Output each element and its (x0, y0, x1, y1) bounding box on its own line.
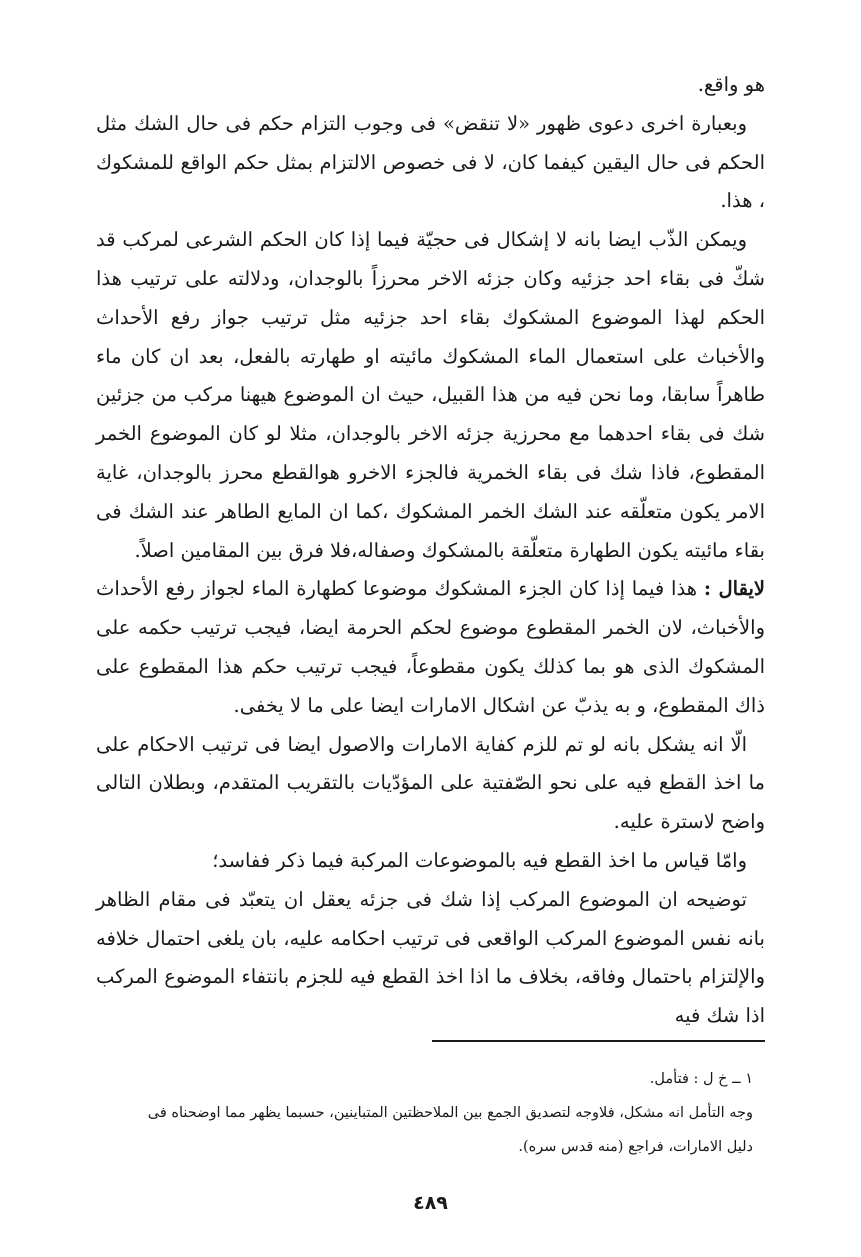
paragraph (96, 842, 765, 881)
paragraph (96, 570, 765, 725)
paragraph-text: ويمكن الذّب ايضا بانه لا إشكال فى حجيّة فيما إذا كان الحكم الشرعى لمركب قد شكّ فى بقاء احد جزئيه وكان جزئه الاخر محرزاً بالوجدان، ودلالته على ترتيب هذا الحكم لهذا الموضوع المشكوك بقاء احد جزئيه مثل ترتيب جواز رفع الأحداث والأخباث على استعمال الماء المشكوك مائيته او طهارته بالفعل، بعد ان كان ماء طاهراً سابقا، وما نحن فيه من هذا القبيل، حيث ان الموضوع هيهنا مركب من جزئين شك فى بقاء احدهما مع محرزية جزئه الاخر بالوجدان، مثلا لو كان الموضوع الخمر المقطوع، فاذا شك فى بقاء الخمرية فالجزء الاخرو هوالقطع محرز بالوجدان، غاية الامر يكون متعلّقه عند الشك الخمر المشكوك ،كما ان المايع الطاهر عند الشك فى بقاء مائيته يكون الطهارة متعلّقة بالمشكوك وصفاله،فلا فرق بين المقامين اصلاً. (96, 228, 765, 562)
paragraph-text: توضيحه ان الموضوع المركب إذا شك فى جزئه يعقل ان يتعبّد فى مقام الظاهر بانه نفس الموضوع المركب الواقعى فى ترتيب احكامه عليه، بان يلغى احتمال خلافه والإلتزام باحتمال وفاقه، بخلاف ما اذا اخذ القطع فيه للجزم بانتفاء الموضوع المركب اذا شك فيه (96, 887, 765, 1028)
paragraph (96, 105, 765, 221)
paragraph (96, 66, 765, 105)
main-text (96, 66, 765, 1036)
footnote-line: دليل الامارات، فراجع (منه قدس سره). (518, 1139, 753, 1155)
footnote-line: وجه التأمل انه مشكل، فلاوجه لتصديق الجمع بين الملاحظتين المتباينين، حسبما يظهر مما اوضحناه فى (147, 1105, 753, 1121)
footnote-divider (432, 1040, 765, 1042)
paragraph-text: هو واقع. (697, 73, 765, 96)
paragraph-text: الّا انه يشكل بانه لو تم للزم كفاية الامارات والاصول ايضا فى ترتيب الاحكام على ما اخذ القطع فيه على نحو الصّفتية على المؤدّيات بالتقريب المتقدم، وبطلان التالى واضح لاسترة عليه. (96, 732, 765, 834)
page-number: ٤٨٩ (413, 1192, 448, 1214)
paragraph-lead-bold: لايقال : (703, 577, 765, 601)
paragraph (96, 881, 765, 1036)
paragraph-text: وامّا قياس ما اخذ القطع فيه بالموضوعات المركبة فيما ذكر ففاسد؛ (212, 848, 747, 872)
footnote-line: ١ ــ خ ل : فتأمل. (649, 1071, 753, 1087)
paragraph-text: وبعبارة اخرى دعوى ظهور «لا تنقض» فى وجوب التزام حكم فى حال الشك مثل الحكم فى حال اليقين كيفما كان، لا فى خصوص الالتزام بمثل حكم الواقع للمشكوك ، هذا. (96, 111, 765, 213)
paragraph (96, 221, 765, 570)
paragraph (96, 726, 765, 842)
footnotes (96, 1062, 753, 1164)
paragraph-text: هذا فيما إذا كان الجزء المشكوك موضوعا كطهارة الماء لجواز رفع الأحداث والأخباث، لان الخمر المقطوع موضوع لحكم الحرمة ايضا، فيجب ترتيب حكمه على المشكوك الذى هو بما كذلك يكون مقطوعاً، فيجب ترتيب حكم هذا المقطوع على ذاك المقطوع، و به يذبّ عن اشكال الامارات ايضا على ما لا يخفى. (96, 577, 765, 717)
